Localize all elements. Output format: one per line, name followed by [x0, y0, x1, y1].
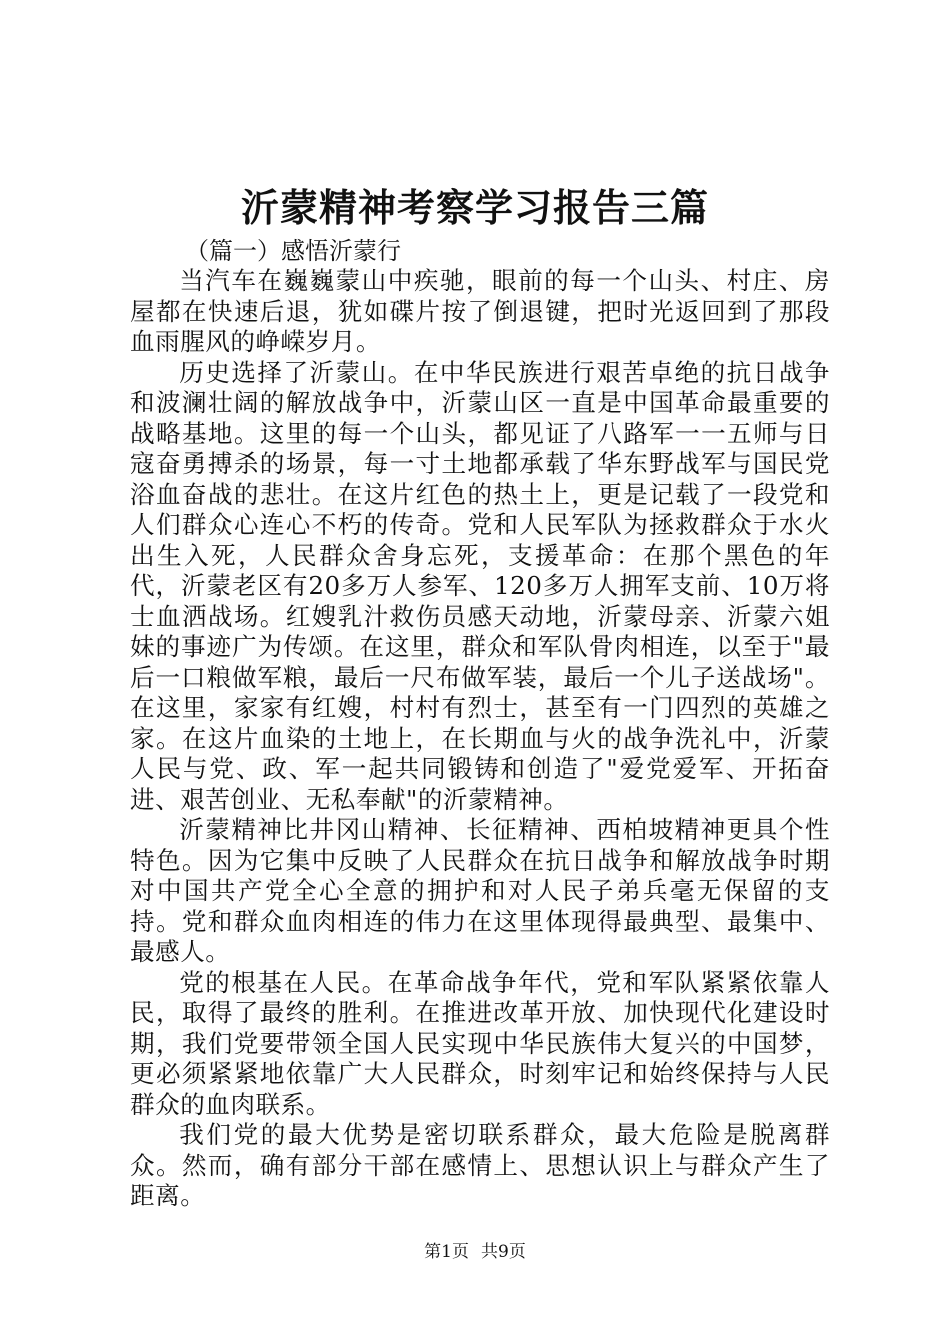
paragraph: 历史选择了沂蒙山。在中华民族进行艰苦卓绝的抗日战争和波澜壮阔的解放战争中，沂蒙山区一直是中国革命最重要的战略基地。这里的每一个山头，都见证了八路军一一五师与日寇奋勇搏杀的场景，每一寸土地都承载了华东野战军与国民党浴血奋战的悲壮。在这片红色的热土上，更是记载了一段党和人们群众心连心不朽的传奇。党和人民军队为拯救群众于水火出生入死，人民群众舍身忘死，支援革命：在那个黑色的年代，沂蒙老区有20多万人参军、120多万人拥军支前、10万将士血洒战场。红嫂乳汁救伤员感天动地，沂蒙母亲、沂蒙六姐妹的事迹广为传颂。在这里，群众和军队骨肉相连，以至于"最后一口粮做军粮，最后一尺布做军装，最后一个儿子送战场"。在这里，家家有红嫂，村村有烈士，甚至有一门四烈的英雄之家。在这片血染的土地上，在长期血与火的战争洗礼中，沂蒙人民与党、政、军一起共同锻铸和创造了"爱党爱军、开拓奋进、艰苦创业、无私奉献"的沂蒙精神。 [130, 357, 830, 814]
paragraph: 沂蒙精神比井冈山精神、长征精神、西柏坡精神更具个性特色。因为它集中反映了人民群众在抗日战争和解放战争时期对中国共产党全心全意的拥护和对人民子弟兵毫无保留的支持。党和群众血肉相连的伟力在这里体现得最典型、最集中、最感人。 [130, 815, 830, 966]
page-footer [0, 1240, 950, 1264]
document-body [130, 266, 830, 1212]
paragraph: 党的根基在人民。在革命战争年代，党和军队紧紧依靠人民，取得了最终的胜利。在推进改革开放、加快现代化建设时期，我们党要带领全国人民实现中华民族伟大复兴的中国梦，更必须紧紧地依靠广大人民群众，时刻牢记和始终保持与人民群众的血肉联系。 [130, 967, 830, 1119]
paragraph: 当汽车在巍巍蒙山中疾驰，眼前的每一个山头、村庄、房屋都在快速后退，犹如碟片按了倒退键，把时光返回到了那段血雨腥风的峥嵘岁月。 [130, 266, 830, 356]
page-number: 第1页 [424, 1242, 469, 1262]
paragraph: 我们党的最大优势是密切联系群众，最大危险是脱离群众。然而，确有部分干部在感情上、思想认识上与群众产生了距离。 [130, 1120, 830, 1210]
section-heading: （篇一）感悟沂蒙行 [185, 237, 401, 265]
document-title: 沂蒙精神考察学习报告三篇 [240, 185, 709, 230]
page-total: 共9页 [481, 1242, 526, 1262]
